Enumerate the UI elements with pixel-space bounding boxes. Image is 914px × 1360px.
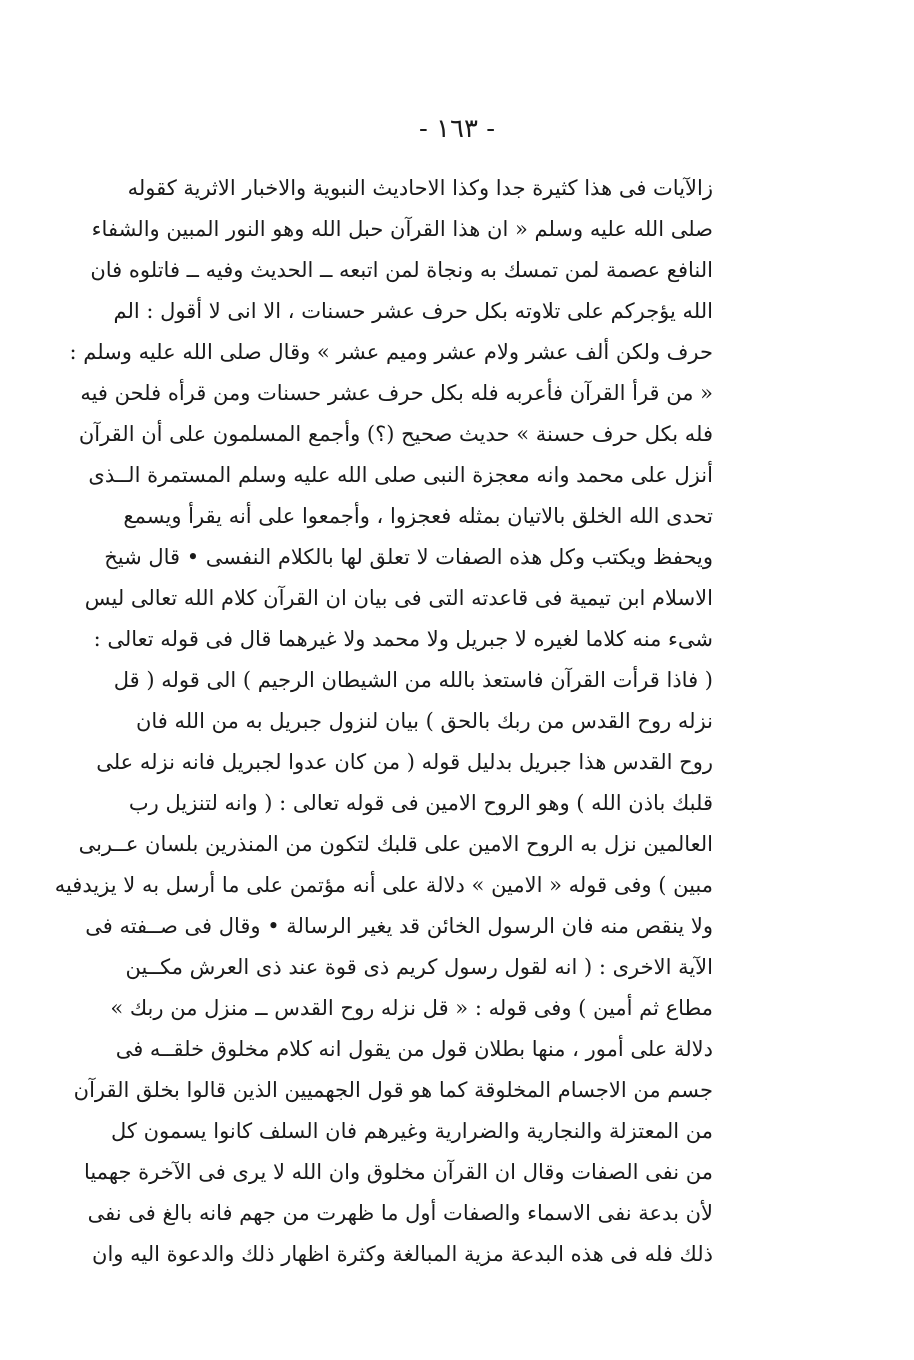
text-line: ويحفظ ويكتب وكل هذه الصفات لا تعلق لها بالكلام النفسى • قال شيخ [104, 545, 713, 569]
text-line: الله يؤجركم على تلاوته بكل حرف عشر حسنات ، الا انى لا أقول : الم [113, 299, 713, 323]
text-line: الاسلام ابن تيمية فى قاعدته التى فى بيان ان القرآن كلام الله تعالى ليس [84, 586, 713, 610]
text-line: الآية الاخرى : ( انه لقول رسول كريم ذى قوة عند ذى العرش مكــين [125, 955, 713, 979]
text-line: « من قرأ القرآن فأعربه فله بكل حرف عشر حسنات ومن قرأه فلحن فيه [80, 381, 713, 405]
body-text [54, 168, 713, 1275]
text-line: ولا ينقص منه فان الرسول الخائن قد يغير الرسالة • وقال فى صــفته فى [85, 914, 713, 938]
text-line: قلبك باذن الله ) وهو الروح الامين فى قوله تعالى : ( وانه لتنزيل رب [128, 791, 713, 815]
text-line: من نفى الصفات وقال ان القرآن مخلوق وان الله لا يرى فى الآخرة جهميا [83, 1160, 713, 1184]
text-line: مطاع ثم أمين ) وفى قوله : « قل نزله روح القدس ــ منزل من ربك » [110, 996, 713, 1020]
text-line: جسم من الاجسام المخلوقة كما هو قول الجهميين الذين قالوا بخلق القرآن [73, 1078, 713, 1102]
text-line: زالآيات فى هذا كثيرة جدا وكذا الاحاديث النبوية والاخبار الاثرية كقوله [127, 176, 713, 200]
text-line: حرف ولكن ألف عشر ولام عشر وميم عشر » وقال صلى الله عليه وسلم : [69, 340, 713, 364]
text-line: النافع عصمة لمن تمسك به ونجاة لمن اتبعه ــ الحديث وفيه ــ فاتلوه فان [90, 258, 713, 282]
text-line: نزله روح القدس من ربك بالحق ) بيان لنزول جبريل به من الله فان [135, 709, 713, 733]
text-line: العالمين نزل به الروح الامين على قلبك لتكون من المنذرين بلسان عــربى [78, 832, 713, 856]
text-line: دلالة على أمور ، منها بطلان قول من يقول انه كلام مخلوق خلقــه فى [115, 1037, 713, 1061]
text-line: ( فاذا قرأت القرآن فاستعذ بالله من الشيطان الرجيم ) الى قوله ( قل [113, 668, 713, 692]
text-line: من المعتزلة والنجارية والضرارية وغيرهم فان السلف كانوا يسمون كل [111, 1119, 713, 1143]
text-line: لأن بدعة نفى الاسماء والصفات أول ما ظهرت من جهم فانه بالغ فى نفى [87, 1201, 713, 1225]
text-line: صلى الله عليه وسلم « ان هذا القرآن حبل الله وهو النور المبين والشفاء [91, 217, 713, 241]
text-line: ذلك فله فى هذه البدعة مزية المبالغة وكثرة اظهار ذلك والدعوة اليه وان [92, 1242, 713, 1266]
text-line: أنزل على محمد وانه معجزة النبى صلى الله عليه وسلم المستمرة الــذى [88, 463, 713, 487]
text-line: تحدى الله الخلق بالاتيان بمثله فعجزوا ، وأجمعوا على أنه يقرأ ويسمع [123, 504, 713, 528]
text-line: فله بكل حرف حسنة » حديث صحيح (؟) وأجمع المسلمون على أن القرآن [78, 422, 713, 446]
text-line: مبين ) وفى قوله « الامين » دلالة على أنه مؤتمن على ما أرسل به لا يزيدفيه [54, 873, 713, 897]
text-line: روح القدس هذا جبريل بدليل قوله ( من كان عدوا لجبريل فانه نزله على [96, 750, 713, 774]
page-number: - ١٦٣ - [418, 114, 496, 144]
text-line: شىء منه كلاما لغيره لا جبريل ولا محمد ولا غيرهما قال فى قوله تعالى : [93, 627, 713, 651]
